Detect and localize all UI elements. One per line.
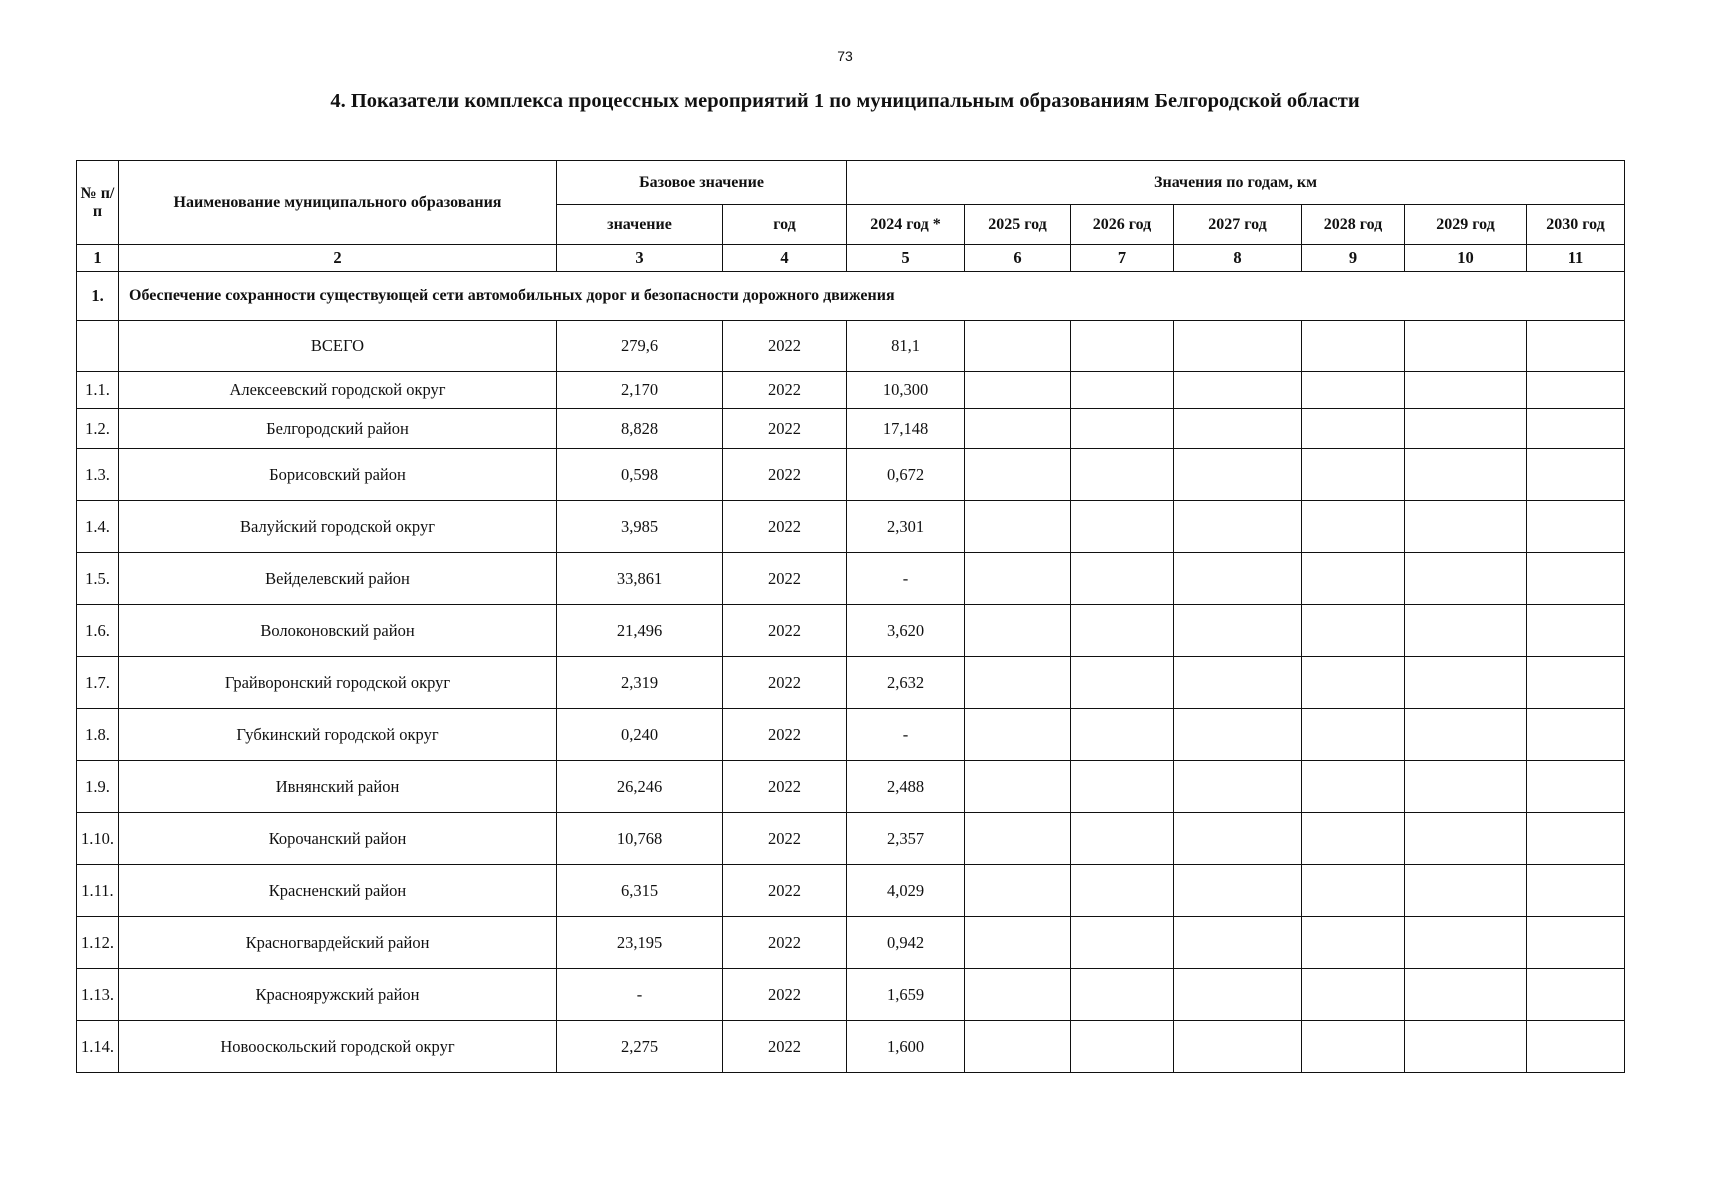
row-name: Вейделевский район	[119, 553, 557, 605]
row-base-year: 2022	[723, 917, 847, 969]
section-row	[77, 272, 1625, 321]
empty-cell	[1071, 1021, 1174, 1073]
row-base-year: 2022	[723, 761, 847, 813]
empty-cell	[1071, 657, 1174, 709]
header-years-group: Значения по годам, км	[847, 161, 1625, 205]
empty-cell	[1527, 409, 1625, 449]
row-num: 1.6.	[77, 605, 119, 657]
empty-cell	[1527, 501, 1625, 553]
row-num: 1.9.	[77, 761, 119, 813]
header-year-2027: 2027 год	[1174, 205, 1302, 245]
row-num: 1.13.	[77, 969, 119, 1021]
row-base-value: 8,828	[557, 409, 723, 449]
empty-cell	[1174, 1021, 1302, 1073]
empty-cell	[1302, 605, 1405, 657]
empty-cell	[1405, 449, 1527, 501]
empty-cell	[1405, 917, 1527, 969]
row-num: 1.4.	[77, 501, 119, 553]
column-number: 5	[847, 245, 965, 272]
empty-cell	[1174, 372, 1302, 409]
empty-cell	[1302, 657, 1405, 709]
row-base-year: 2022	[723, 865, 847, 917]
empty-cell	[965, 917, 1071, 969]
column-number: 9	[1302, 245, 1405, 272]
empty-cell	[1527, 865, 1625, 917]
empty-cell	[1527, 761, 1625, 813]
row-2024-value: 2,357	[847, 813, 965, 865]
column-number: 2	[119, 245, 557, 272]
row-2024-value: 4,029	[847, 865, 965, 917]
row-name: Новооскольский городской округ	[119, 1021, 557, 1073]
table-row	[77, 709, 1625, 761]
header-year-2030: 2030 год	[1527, 205, 1625, 245]
row-base-value: 26,246	[557, 761, 723, 813]
empty-cell	[1405, 865, 1527, 917]
empty-cell	[1405, 657, 1527, 709]
row-base-value: 10,768	[557, 813, 723, 865]
row-name: Ивнянский район	[119, 761, 557, 813]
empty-cell	[1071, 449, 1174, 501]
row-2024-value: 81,1	[847, 321, 965, 372]
empty-cell	[1302, 553, 1405, 605]
table-row	[77, 969, 1625, 1021]
table-row	[77, 813, 1625, 865]
empty-cell	[1527, 553, 1625, 605]
empty-cell	[1527, 449, 1625, 501]
row-name: Губкинский городской округ	[119, 709, 557, 761]
empty-cell	[1405, 501, 1527, 553]
empty-cell	[1071, 605, 1174, 657]
empty-cell	[965, 813, 1071, 865]
empty-cell	[1071, 372, 1174, 409]
empty-cell	[1174, 709, 1302, 761]
table-row	[77, 501, 1625, 553]
empty-cell	[1174, 605, 1302, 657]
empty-cell	[1302, 1021, 1405, 1073]
table-row	[77, 449, 1625, 501]
row-base-year: 2022	[723, 605, 847, 657]
column-number: 10	[1405, 245, 1527, 272]
empty-cell	[1405, 605, 1527, 657]
empty-cell	[1071, 409, 1174, 449]
row-base-year: 2022	[723, 1021, 847, 1073]
row-base-year: 2022	[723, 372, 847, 409]
empty-cell	[1174, 501, 1302, 553]
empty-cell	[1174, 449, 1302, 501]
row-num: 1.8.	[77, 709, 119, 761]
empty-cell	[1174, 761, 1302, 813]
column-number: 8	[1174, 245, 1302, 272]
row-base-value: 0,598	[557, 449, 723, 501]
row-base-year: 2022	[723, 709, 847, 761]
empty-cell	[965, 657, 1071, 709]
empty-cell	[1405, 969, 1527, 1021]
header-base-value: значение	[557, 205, 723, 245]
row-base-value: 3,985	[557, 501, 723, 553]
empty-cell	[1527, 813, 1625, 865]
row-2024-value: 1,659	[847, 969, 965, 1021]
row-base-value: 21,496	[557, 605, 723, 657]
empty-cell	[1071, 709, 1174, 761]
row-name: Красненский район	[119, 865, 557, 917]
empty-cell	[1302, 761, 1405, 813]
empty-cell	[1302, 449, 1405, 501]
empty-cell	[1302, 865, 1405, 917]
empty-cell	[965, 372, 1071, 409]
row-2024-value: -	[847, 709, 965, 761]
header-base-year: год	[723, 205, 847, 245]
empty-cell	[1302, 372, 1405, 409]
column-number: 6	[965, 245, 1071, 272]
row-name: Корочанский район	[119, 813, 557, 865]
row-num: 1.2.	[77, 409, 119, 449]
empty-cell	[965, 865, 1071, 917]
row-base-value: 33,861	[557, 553, 723, 605]
empty-cell	[1527, 1021, 1625, 1073]
empty-cell	[1302, 409, 1405, 449]
row-base-year: 2022	[723, 969, 847, 1021]
empty-cell	[1302, 813, 1405, 865]
column-number: 4	[723, 245, 847, 272]
header-year-2028: 2028 год	[1302, 205, 1405, 245]
row-name: ВСЕГО	[119, 321, 557, 372]
row-name: Борисовский район	[119, 449, 557, 501]
row-2024-value: 2,301	[847, 501, 965, 553]
table-row	[77, 372, 1625, 409]
empty-cell	[1071, 761, 1174, 813]
table-row	[77, 321, 1625, 372]
empty-cell	[1405, 761, 1527, 813]
table-row	[77, 1021, 1625, 1073]
header-name: Наименование муниципального образования	[119, 161, 557, 245]
row-num: 1.11.	[77, 865, 119, 917]
column-number: 11	[1527, 245, 1625, 272]
empty-cell	[1527, 372, 1625, 409]
empty-cell	[965, 969, 1071, 1021]
section-num: 1.	[77, 272, 119, 321]
empty-cell	[1071, 813, 1174, 865]
table-row	[77, 657, 1625, 709]
row-2024-value: 17,148	[847, 409, 965, 449]
page-title: 4. Показатели комплекса процессных мероприятий 1 по муниципальным образованиям Белгородской области	[330, 90, 1360, 112]
empty-cell	[965, 761, 1071, 813]
row-name: Грайворонский городской округ	[119, 657, 557, 709]
header-year-2025: 2025 год	[965, 205, 1071, 245]
header-year-2026: 2026 год	[1071, 205, 1174, 245]
empty-cell	[965, 1021, 1071, 1073]
empty-cell	[1302, 917, 1405, 969]
header-row-1	[77, 161, 1625, 205]
empty-cell	[1405, 813, 1527, 865]
empty-cell	[1405, 709, 1527, 761]
column-number: 3	[557, 245, 723, 272]
row-name: Валуйский городской округ	[119, 501, 557, 553]
empty-cell	[1071, 969, 1174, 1021]
row-base-value: 2,319	[557, 657, 723, 709]
empty-cell	[1527, 917, 1625, 969]
row-base-value: 279,6	[557, 321, 723, 372]
empty-cell	[1174, 657, 1302, 709]
table-row	[77, 409, 1625, 449]
row-base-year: 2022	[723, 449, 847, 501]
row-name: Волоконовский район	[119, 605, 557, 657]
empty-cell	[1527, 657, 1625, 709]
empty-cell	[1527, 321, 1625, 372]
empty-cell	[1174, 969, 1302, 1021]
empty-cell	[1527, 709, 1625, 761]
row-base-value: 0,240	[557, 709, 723, 761]
header-base: Базовое значение	[557, 161, 847, 205]
row-base-year: 2022	[723, 321, 847, 372]
row-2024-value: 0,672	[847, 449, 965, 501]
empty-cell	[1405, 1021, 1527, 1073]
row-name: Красногвардейский район	[119, 917, 557, 969]
empty-cell	[965, 709, 1071, 761]
empty-cell	[1302, 709, 1405, 761]
column-number: 1	[77, 245, 119, 272]
row-name: Краснояружский район	[119, 969, 557, 1021]
row-base-value: 2,275	[557, 1021, 723, 1073]
row-base-year: 2022	[723, 553, 847, 605]
empty-cell	[965, 605, 1071, 657]
empty-cell	[965, 501, 1071, 553]
row-num: 1.10.	[77, 813, 119, 865]
row-2024-value: -	[847, 553, 965, 605]
empty-cell	[1071, 917, 1174, 969]
empty-cell	[1174, 553, 1302, 605]
row-num: 1.14.	[77, 1021, 119, 1073]
empty-cell	[1405, 372, 1527, 409]
row-num: 1.3.	[77, 449, 119, 501]
row-base-value: 2,170	[557, 372, 723, 409]
empty-cell	[1405, 321, 1527, 372]
row-base-value: 23,195	[557, 917, 723, 969]
page-number: 73	[837, 48, 853, 64]
row-num: 1.5.	[77, 553, 119, 605]
empty-cell	[1174, 409, 1302, 449]
empty-cell	[1071, 553, 1174, 605]
empty-cell	[1174, 321, 1302, 372]
table-row	[77, 605, 1625, 657]
row-name: Белгородский район	[119, 409, 557, 449]
row-2024-value: 0,942	[847, 917, 965, 969]
empty-cell	[965, 321, 1071, 372]
column-numbers-row	[77, 245, 1625, 272]
section-title: Обеспечение сохранности существующей сети автомобильных дорог и безопасности дорожного движения	[119, 272, 1625, 321]
row-2024-value: 1,600	[847, 1021, 965, 1073]
row-base-year: 2022	[723, 501, 847, 553]
table-row	[77, 917, 1625, 969]
empty-cell	[965, 409, 1071, 449]
empty-cell	[1174, 917, 1302, 969]
row-num: 1.7.	[77, 657, 119, 709]
empty-cell	[1071, 321, 1174, 372]
row-2024-value: 2,488	[847, 761, 965, 813]
row-base-year: 2022	[723, 813, 847, 865]
row-num: 1.1.	[77, 372, 119, 409]
row-name: Алексеевский городской округ	[119, 372, 557, 409]
header-year-2029: 2029 год	[1405, 205, 1527, 245]
table-row	[77, 865, 1625, 917]
empty-cell	[1405, 409, 1527, 449]
empty-cell	[1071, 501, 1174, 553]
empty-cell	[1174, 865, 1302, 917]
row-base-value: -	[557, 969, 723, 1021]
header-num: № п/п	[77, 161, 119, 245]
row-2024-value: 10,300	[847, 372, 965, 409]
row-num	[77, 321, 119, 372]
indicators-table	[76, 160, 1625, 1073]
header-year-2024: 2024 год *	[847, 205, 965, 245]
row-base-year: 2022	[723, 409, 847, 449]
empty-cell	[1405, 553, 1527, 605]
column-number: 7	[1071, 245, 1174, 272]
empty-cell	[1071, 865, 1174, 917]
row-2024-value: 2,632	[847, 657, 965, 709]
row-base-year: 2022	[723, 657, 847, 709]
empty-cell	[1174, 813, 1302, 865]
table-row	[77, 761, 1625, 813]
row-num: 1.12.	[77, 917, 119, 969]
row-base-value: 6,315	[557, 865, 723, 917]
row-2024-value: 3,620	[847, 605, 965, 657]
empty-cell	[1302, 969, 1405, 1021]
empty-cell	[1302, 321, 1405, 372]
empty-cell	[965, 553, 1071, 605]
empty-cell	[1527, 605, 1625, 657]
empty-cell	[1302, 501, 1405, 553]
table-row	[77, 553, 1625, 605]
empty-cell	[1527, 969, 1625, 1021]
empty-cell	[965, 449, 1071, 501]
